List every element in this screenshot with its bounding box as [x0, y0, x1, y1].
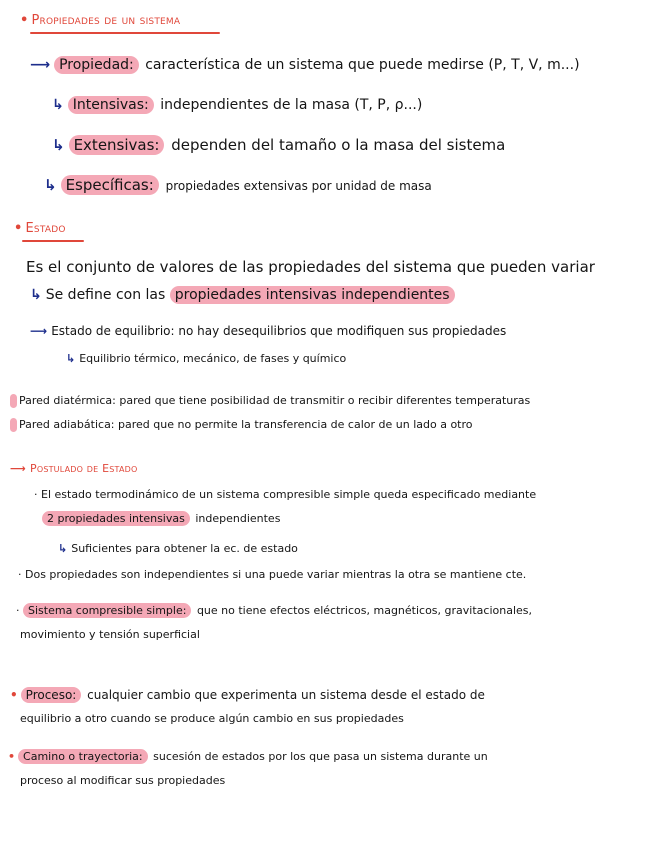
adiabatica-line: Pared adiabática: pared que no permite la transferencia de calor de un lado a otro	[10, 416, 473, 434]
arrow-right-icon: ⟶	[10, 462, 26, 475]
pink-bullet	[10, 418, 17, 432]
bullet-dot: ·	[34, 488, 41, 501]
pink-bullet	[10, 394, 17, 408]
hook-arrow-icon: ↳	[58, 542, 68, 555]
sistema-line2: movimiento y tensión superficial	[20, 628, 200, 641]
camino-term: Camino o trayectoria:	[18, 749, 148, 764]
postulado-line4: · Dos propiedades son independientes si una puede variar mientras la otra se mantiene cte.	[18, 568, 527, 581]
sistema-line1: · Sistema compresible simple: que no tiene efectos eléctricos, magnéticos, gravitacionales,	[16, 604, 532, 617]
hook-arrow-icon: ↳	[66, 352, 76, 365]
section-heading-postulado: ⟶ Postulado de Estado	[10, 462, 138, 475]
hook-arrow-icon: ↳	[44, 176, 57, 194]
propiedad-line	[30, 56, 580, 74]
equilibrio-sub-line: ↳ Equilibrio térmico, mecánico, de fases y químico	[66, 352, 347, 365]
bullet-dot: •	[8, 750, 16, 763]
extensivas-text: dependen del tamaño o la masa del sistema	[171, 136, 506, 154]
postulado-line2: 2 propiedades intensivas independientes	[42, 510, 280, 528]
intensivas-line	[52, 96, 422, 114]
highlight-2-propiedades: 2 propiedades intensivas	[42, 511, 190, 526]
bullet-dot: •	[14, 221, 23, 236]
heading-underline	[30, 32, 220, 34]
intensivas-text: independientes de la masa (T, P, ρ...)	[160, 97, 423, 113]
bullet-dot: ·	[18, 568, 25, 581]
hook-arrow-icon: ↳	[30, 287, 42, 303]
extensivas-term: Extensivas:	[69, 135, 165, 155]
extensivas-line	[52, 136, 505, 154]
diatermica-line: Pared diatérmica: pared que tiene posibilidad de transmitir o recibir diferentes temperaturas	[10, 392, 530, 410]
especificas-term: Específicas:	[61, 175, 159, 195]
intensivas-term: Intensivas:	[68, 96, 154, 114]
estado-definition: Es el conjunto de valores de las propiedades del sistema que pueden variar	[26, 258, 595, 276]
postulado-line3: ↳ Suficientes para obtener la ec. de estado	[58, 542, 298, 555]
bullet-dot: •	[20, 13, 29, 28]
hook-arrow-icon: ↳	[52, 97, 64, 113]
arrow-right-icon: ⟶	[30, 324, 48, 338]
heading-underline	[22, 240, 84, 242]
hook-arrow-icon: ↳	[52, 136, 65, 154]
section-heading-propiedades: • Propiedades de un sistema	[20, 13, 181, 28]
estado-definition-sub: ↳ Se define con las propiedades intensivas independientes	[30, 286, 457, 304]
proceso-term: Proceso:	[21, 687, 82, 703]
arrow-right-icon: ⟶	[30, 57, 51, 73]
highlight-propiedades-intensivas: propiedades intensivas independientes	[170, 286, 455, 304]
especificas-text: propiedades extensivas por unidad de masa	[165, 179, 432, 193]
section-heading-estado: • Estado	[14, 221, 66, 236]
postulado-line1: · El estado termodinámico de un sistema compresible simple queda especificado mediante	[34, 488, 537, 501]
camino-line2: proceso al modificar sus propiedades	[20, 774, 226, 787]
propiedad-text: característica de un sistema que puede medirse (P, T, V, m...)	[145, 57, 580, 73]
sistema-term: Sistema compresible simple:	[23, 603, 191, 618]
bullet-dot: ·	[16, 604, 23, 617]
proceso-line1: • Proceso: cualquier cambio que experimenta un sistema desde el estado de	[10, 688, 485, 702]
bullet-dot: •	[10, 688, 18, 702]
equilibrio-line: ⟶ Estado de equilibrio: no hay desequilibrios que modifiquen sus propiedades	[30, 324, 507, 338]
propiedad-term: Propiedad:	[54, 56, 139, 74]
especificas-line	[44, 176, 432, 195]
camino-line1: • Camino o trayectoria: sucesión de estados por los que pasa un sistema durante un	[8, 750, 488, 763]
proceso-line2: equilibrio a otro cuando se produce algún cambio en sus propiedades	[20, 712, 404, 725]
